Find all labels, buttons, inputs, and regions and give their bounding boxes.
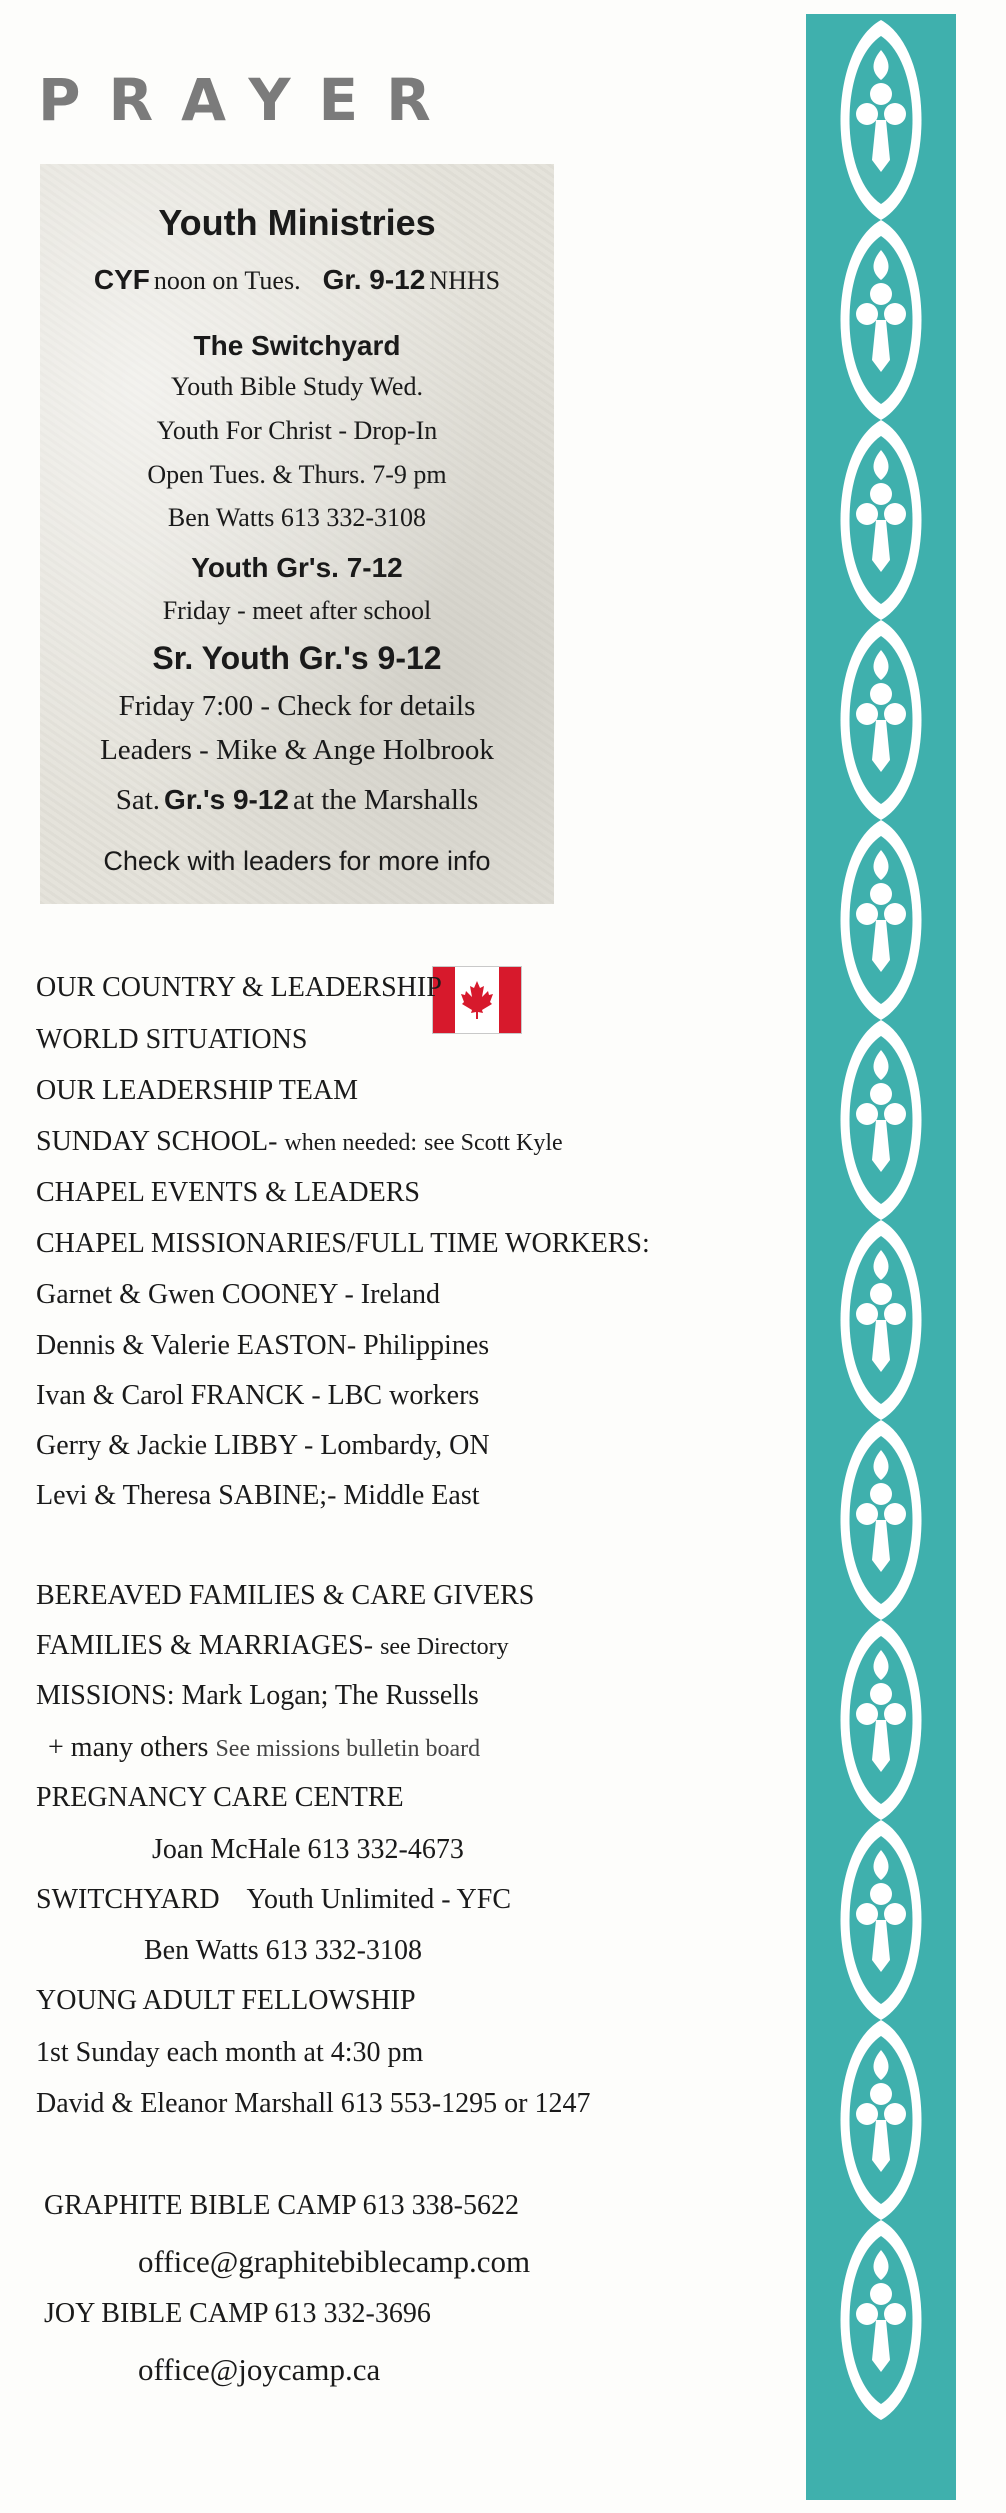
list-item: PREGNANCY CARE CENTRE [36,1782,404,1813]
sr-youth-title: Sr. Youth Gr.'s 9-12 [152,640,442,676]
missionary-item: Garnet & Gwen COONEY - Ireland [36,1279,441,1310]
ornament-segment [841,1820,922,2020]
list-item: WORLD SITUATIONS [36,1024,308,1055]
youth-ministries-title: Youth Ministries [158,202,436,243]
list-item: SWITCHYARD Youth Unlimited - YFC [36,1884,512,1915]
switchyard-line: Youth For Christ - Drop-In [156,416,438,445]
email-link[interactable]: office@graphitebiblecamp.com [138,2244,531,2279]
ornament-segment [841,1220,922,1420]
ornament-segment [841,620,922,820]
list-item: YOUNG ADULT FELLOWSHIP [36,1985,416,2016]
youth-box-footer: Check with leaders for more info [103,846,491,876]
sr-youth-line: Leaders - Mike & Ange Holbrook [100,734,494,766]
ornament-icon [806,14,956,2500]
list-item: FAMILIES & MARRIAGES- see Directory [36,1630,509,1661]
missionary-item: Dennis & Valerie EASTON- Philippines [36,1330,490,1361]
missionary-item: Ivan & Carol FRANCK - LBC workers [36,1380,480,1411]
list-item: JOY BIBLE CAMP 613 332-3696 [44,2298,431,2329]
missionary-item: Levi & Theresa SABINE;- Middle East [36,1480,480,1511]
ornament-segment [841,1420,922,1620]
cyf-line: CYF noon on Tues. Gr. 9-12 NHHS [93,264,501,295]
youth-grs-title: Youth Gr's. 7-12 [191,552,403,583]
decorative-border [806,14,956,2500]
missionary-item: Gerry & Jackie LIBBY - Lombardy, ON [36,1430,490,1461]
ornament-segment [841,1620,922,1820]
list-item: BEREAVED FAMILIES & CARE GIVERS [36,1580,535,1611]
ornament-segment [841,2020,922,2220]
list-item: 1st Sunday each month at 4:30 pm [36,2037,424,2068]
canada-flag-icon [432,966,522,1034]
switchyard-line: Youth Bible Study Wed. [171,372,423,401]
switchyard-line: Ben Watts 613 332-3108 [167,503,427,532]
ornament-segment [841,2220,922,2420]
list-item: + many others See missions bulletin board [48,1732,481,1763]
page-title: PRAYER [38,66,459,134]
list-item: CHAPEL EVENTS & LEADERS [36,1177,420,1208]
email-link[interactable]: office@joycamp.ca [138,2352,381,2387]
switchyard-title: The Switchyard [193,330,401,361]
list-item: CHAPEL MISSIONARIES/FULL TIME WORKERS: [36,1228,650,1259]
list-item: David & Eleanor Marshall 613 553-1295 or 1247 [36,2088,591,2119]
list-item: SUNDAY SCHOOL- when needed: see Scott Kyle [36,1126,563,1157]
youth-grs-line: Friday - meet after school [162,596,432,625]
youth-ministries-box [40,164,554,904]
ornament-segment [841,220,922,420]
ornament-segment [841,820,922,1020]
list-item: MISSIONS: Mark Logan; The Russells [36,1680,479,1711]
list-item: Joan McHale 613 332-4673 [152,1834,464,1865]
maple-leaf-icon [461,981,493,1019]
list-item: OUR COUNTRY & LEADERSHIP [36,972,442,1003]
list-item: GRAPHITE BIBLE CAMP 613 338-5622 [44,2190,519,2221]
list-item: OUR LEADERSHIP TEAM [36,1075,359,1106]
list-item: Ben Watts 613 332-3108 [144,1935,422,1966]
sr-youth-line: Friday 7:00 - Check for details [118,690,476,722]
ornament-segment [841,420,922,620]
switchyard-line: Open Tues. & Thurs. 7-9 pm [147,460,447,489]
ornament-segment [841,1020,922,1220]
ornament-segment [841,20,922,220]
sat-line: Sat. Gr.'s 9-12 at the Marshalls [115,784,479,816]
